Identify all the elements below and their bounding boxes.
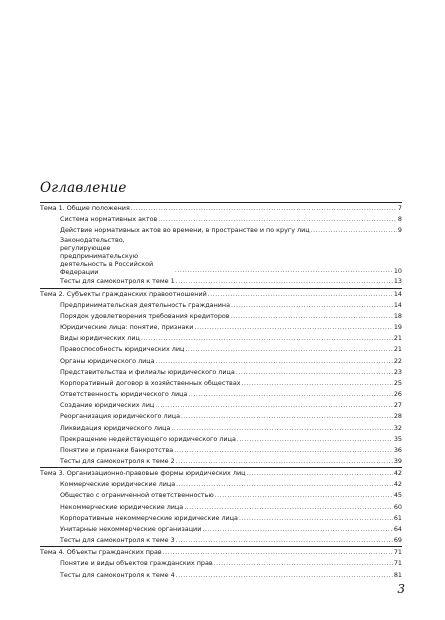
toc-entry-title: Ликвидация юридического лица <box>60 423 171 432</box>
table-of-contents <box>40 202 402 581</box>
toc-entry-title: Унитарные некоммерческие организации <box>60 524 202 533</box>
toc-entry-title: Понятие и виды объектов гражданских прав <box>60 559 213 568</box>
toc-entry[interactable] <box>40 570 402 581</box>
toc-page-number: 10 <box>393 267 402 276</box>
toc-entry-title: Некоммерческие юридические лица <box>60 502 184 511</box>
toc-page-number: 18 <box>393 311 402 320</box>
toc-entry[interactable] <box>40 513 402 524</box>
toc-topic-3 <box>40 467 402 546</box>
toc-entry-title: Корпоративные некоммерческие юридические лица <box>60 513 238 522</box>
toc-entry[interactable] <box>40 276 402 287</box>
toc-page-number: 19 <box>393 323 402 332</box>
toc-entry[interactable] <box>40 333 402 344</box>
toc-topic-entry[interactable] <box>40 547 402 558</box>
toc-page-number: 69 <box>393 536 402 545</box>
toc-entry[interactable] <box>40 502 402 513</box>
toc-page-number: 32 <box>393 423 402 432</box>
toc-topic-2 <box>40 288 402 468</box>
toc-entry[interactable] <box>40 456 402 467</box>
dot-leader <box>242 379 393 389</box>
toc-entry[interactable] <box>40 214 402 225</box>
toc-topic-title: Тема 3. Организационно-правовые формы юридических лиц <box>40 469 246 478</box>
toc-entry-title: Порядок удовлетворения требования кредиторов <box>60 311 230 320</box>
dot-leader <box>176 571 393 581</box>
toc-entry-title: Тесты для самоконтроля к теме 3 <box>60 536 175 545</box>
dot-leader <box>185 345 393 355</box>
dot-leader <box>176 480 393 490</box>
dot-leader <box>131 204 397 214</box>
toc-entry-title: Тесты для самоконтроля к теме 1 <box>60 277 175 286</box>
toc-page-number: 7 <box>397 204 402 212</box>
toc-entry-title: Реорганизация юридического лица <box>60 412 181 421</box>
dot-leader <box>176 277 393 287</box>
toc-page-number: 45 <box>393 491 402 500</box>
toc-page-number: 35 <box>393 434 402 443</box>
toc-page-number: 9 <box>397 226 402 235</box>
toc-topic-4 <box>40 546 402 580</box>
toc-entry-title: Действие нормативных актов во времени, в пространстве и по кругу лиц <box>60 226 310 235</box>
dot-leader <box>176 457 393 467</box>
dot-leader <box>158 215 397 225</box>
dot-leader <box>237 435 393 445</box>
toc-entry-title: Законодательство, регулирующее предпринимательскую деятельность в Российской Федерации <box>60 236 154 277</box>
toc-page-number: 64 <box>393 524 402 533</box>
dot-leader <box>155 401 393 411</box>
toc-page-number: 36 <box>393 445 402 454</box>
toc-entry-title: Предпринимательская деятельность гражданина <box>60 300 231 309</box>
toc-page-number: 14 <box>393 300 402 309</box>
dot-leader <box>156 357 393 367</box>
dot-leader <box>171 424 392 434</box>
toc-page-number: 71 <box>393 559 402 568</box>
toc-entry[interactable] <box>40 479 402 490</box>
toc-page-number: 60 <box>393 502 402 511</box>
toc-page-number: 21 <box>393 334 402 343</box>
toc-entry[interactable] <box>40 445 402 456</box>
dot-leader <box>141 334 393 344</box>
toc-topic-entry[interactable] <box>40 203 402 214</box>
toc-page-number: 71 <box>393 548 402 557</box>
toc-entry[interactable] <box>40 423 402 434</box>
toc-entry-title: Ответственность юридического лица <box>60 390 188 399</box>
toc-entry[interactable] <box>40 434 402 445</box>
dot-leader <box>239 514 393 524</box>
toc-entry[interactable] <box>40 378 402 389</box>
toc-topic-title: Тема 2. Субъекты гражданских правоотношений <box>40 289 207 298</box>
toc-page-number: 39 <box>393 456 402 465</box>
toc-entry[interactable] <box>40 322 402 333</box>
toc-entry[interactable] <box>40 367 402 378</box>
toc-entry-title: Система нормативных актов <box>60 215 158 224</box>
toc-page-number: 22 <box>393 356 402 365</box>
dot-leader <box>231 301 393 311</box>
toc-entry[interactable] <box>40 389 402 400</box>
toc-page-number: 13 <box>393 277 402 286</box>
dot-leader <box>163 548 393 558</box>
toc-entry-title: Правоспособность юридических лиц <box>60 345 185 354</box>
toc-page-number: 61 <box>393 513 402 522</box>
toc-page-number: 8 <box>397 215 402 224</box>
toc-topic-1 <box>40 202 402 288</box>
toc-entry-title: Юридические лица: понятие, признаки <box>60 323 194 332</box>
dot-leader <box>311 226 397 236</box>
toc-page-number: 42 <box>393 480 402 489</box>
toc-entry[interactable] <box>40 236 402 276</box>
toc-heading: Оглавление <box>40 180 127 196</box>
toc-entry-title: Общество с ограниченной ответственностью <box>60 491 214 500</box>
toc-topic-title: Тема 1. Общие положения <box>40 204 130 212</box>
toc-entry[interactable] <box>40 535 402 546</box>
dot-leader <box>184 503 393 513</box>
toc-entry-title: Прекращение недействующего юридического лица <box>60 434 236 443</box>
toc-topic-entry[interactable] <box>40 289 402 300</box>
dot-leader <box>208 290 393 300</box>
page-number: 3 <box>397 582 405 596</box>
toc-page-number: 25 <box>393 378 402 387</box>
toc-page-number: 42 <box>393 469 402 478</box>
toc-entry-title: Понятие и признаки банкротства <box>60 445 174 454</box>
toc-entry-title: Корпоративный договор в хозяйственных обществах <box>60 378 241 387</box>
toc-entry-title: Виды юридических лиц <box>60 334 140 343</box>
toc-entry-title: Создание юридических лиц <box>60 401 155 410</box>
toc-entry[interactable] <box>40 356 402 367</box>
dot-leader <box>176 536 393 546</box>
toc-topic-entry[interactable] <box>40 468 402 479</box>
toc-page-number: 14 <box>393 289 402 298</box>
dot-leader <box>215 491 393 501</box>
toc-entry[interactable] <box>40 400 402 411</box>
dot-leader <box>181 412 393 422</box>
toc-page-number: 21 <box>393 345 402 354</box>
dot-leader <box>246 469 392 479</box>
dot-leader <box>174 446 393 456</box>
toc-entry[interactable] <box>40 300 402 311</box>
toc-entry[interactable] <box>40 524 402 535</box>
toc-page-number: 23 <box>393 367 402 376</box>
toc-entry-title: Органы юридического лица <box>60 356 155 365</box>
toc-entry[interactable] <box>40 490 402 501</box>
toc-entry[interactable] <box>40 225 402 236</box>
dot-leader <box>214 559 393 569</box>
dot-leader <box>175 266 393 276</box>
dot-leader <box>202 525 393 535</box>
toc-entry-title: Представительства и филиалы юридического лица <box>60 367 235 376</box>
toc-entry-title: Тесты для самоконтроля к теме 2 <box>60 456 175 465</box>
dot-leader <box>188 390 392 400</box>
toc-page-number: 28 <box>393 412 402 421</box>
toc-topic-title: Тема 4. Объекты гражданских прав <box>40 548 162 557</box>
dot-leader <box>236 368 393 378</box>
dot-leader <box>231 312 393 322</box>
dot-leader <box>194 323 392 333</box>
toc-entry[interactable] <box>40 344 402 355</box>
toc-entry-title: Тесты для самоконтроля к теме 4 <box>60 570 175 579</box>
toc-entry[interactable] <box>40 558 402 569</box>
toc-entry-title: Коммерческие юридические лица <box>60 480 176 489</box>
toc-entry[interactable] <box>40 411 402 422</box>
toc-page-number: 81 <box>393 570 402 579</box>
toc-page-number: 27 <box>393 401 402 410</box>
toc-page-number: 26 <box>393 390 402 399</box>
toc-entry[interactable] <box>40 311 402 322</box>
